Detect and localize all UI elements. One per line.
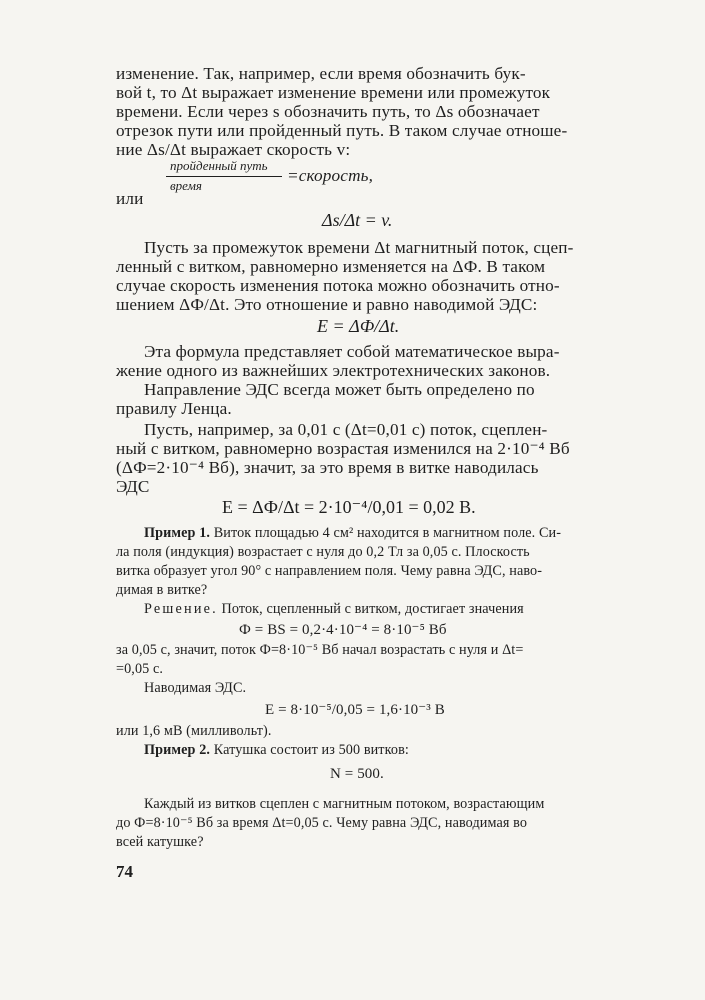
text-line: правилу Ленца. (116, 399, 232, 418)
example-label: Пример 1. (144, 525, 211, 541)
text-line: случае скорость изменения потока можно обозначить отно- (116, 276, 560, 295)
text-line: Пусть, например, за 0,01 с (Δt=0,01 с) поток, сцеплен- (144, 420, 548, 439)
example-line: витка образует угол 90° с направлением поля. Чему равна ЭДС, наво- (116, 563, 543, 579)
example-line: до Ф=8·10⁻⁵ Вб за время Δt=0,05 с. Чему равна ЭДС, наводимая во (116, 815, 528, 831)
formula: Δs/Δt = v. (322, 210, 393, 230)
fraction-bar (166, 176, 282, 177)
example-line: Наводимая ЭДС. (144, 680, 247, 696)
formula: E = 8·10⁻⁵/0,05 = 1,6·10⁻³ В (265, 702, 445, 718)
formula: Ф = BS = 0,2·4·10⁻⁴ = 8·10⁻⁵ Вб (239, 622, 447, 638)
text-line: Эта формула представляет собой математическое выра- (144, 342, 560, 361)
example-line: всей катушке? (116, 834, 204, 850)
text-line: времени. Если через s обозначить путь, то Δs обозначает (116, 102, 540, 121)
example-line: или 1,6 мВ (милливольт). (116, 723, 272, 739)
solution-line (144, 601, 524, 618)
fraction-numerator: пройденный путь (170, 158, 268, 173)
text-line: ный с витком, равномерно возрастая изменился на 2·10⁻⁴ Вб (116, 439, 570, 458)
example-line: Каждый из витков сцеплен с магнитным потоком, возрастающим (144, 796, 545, 812)
solution-text: Поток, сцепленный с витком, достигает значения (221, 601, 524, 617)
example-text: Катушка состоит из 500 витков: (213, 742, 409, 758)
formula: E = ΔФ/Δt = 2·10⁻⁴/0,01 = 0,02 В. (222, 497, 476, 517)
solution-label: Решение. (144, 601, 218, 617)
example-line: ла поля (индукция) возрастает с нуля до 0,2 Тл за 0,05 с. Плоскость (116, 544, 530, 560)
example-line: димая в витке? (116, 582, 208, 598)
example-text: Виток площадью 4 см² находится в магнитном поле. Си- (213, 525, 562, 541)
text-line: ЭДС (116, 477, 150, 496)
fraction-rhs: =скорость, (287, 166, 374, 185)
text-line: Пусть за промежуток времени Δt магнитный поток, сцеп- (144, 238, 574, 257)
text-line: жение одного из важнейших электротехнических законов. (116, 361, 551, 380)
text-line: шением ΔФ/Δt. Это отношение и равно наводимой ЭДС: (116, 295, 538, 314)
example-line: за 0,05 с, значит, поток Ф=8·10⁻⁵ Вб начал возрастать с нуля и Δt= (116, 642, 524, 658)
fraction-denominator: время (170, 178, 202, 193)
text-line: (ΔФ=2·10⁻⁴ Вб), значит, за это время в витке наводилась (116, 458, 539, 477)
text-line: изменение. Так, например, если время обозначить бук- (116, 64, 526, 83)
page-number: 74 (116, 862, 133, 881)
example-line (144, 742, 409, 759)
example-line (144, 525, 561, 542)
text-line: вой t, то Δt выражает изменение времени или промежуток (116, 83, 551, 102)
text-line: ленный с витком, равномерно изменяется на ΔФ. В таком (116, 257, 546, 276)
formula: E = ΔФ/Δt. (317, 316, 400, 336)
formula: N = 500. (330, 766, 384, 782)
text-line: ние Δs/Δt выражает скорость v: (116, 140, 351, 159)
text-line: Направление ЭДС всегда может быть определено по (144, 380, 535, 399)
text-line: или (116, 189, 144, 208)
text-line: отрезок пути или пройденный путь. В таком случае отноше- (116, 121, 568, 140)
example-line: =0,05 с. (116, 661, 164, 677)
example-label: Пример 2. (144, 742, 211, 758)
